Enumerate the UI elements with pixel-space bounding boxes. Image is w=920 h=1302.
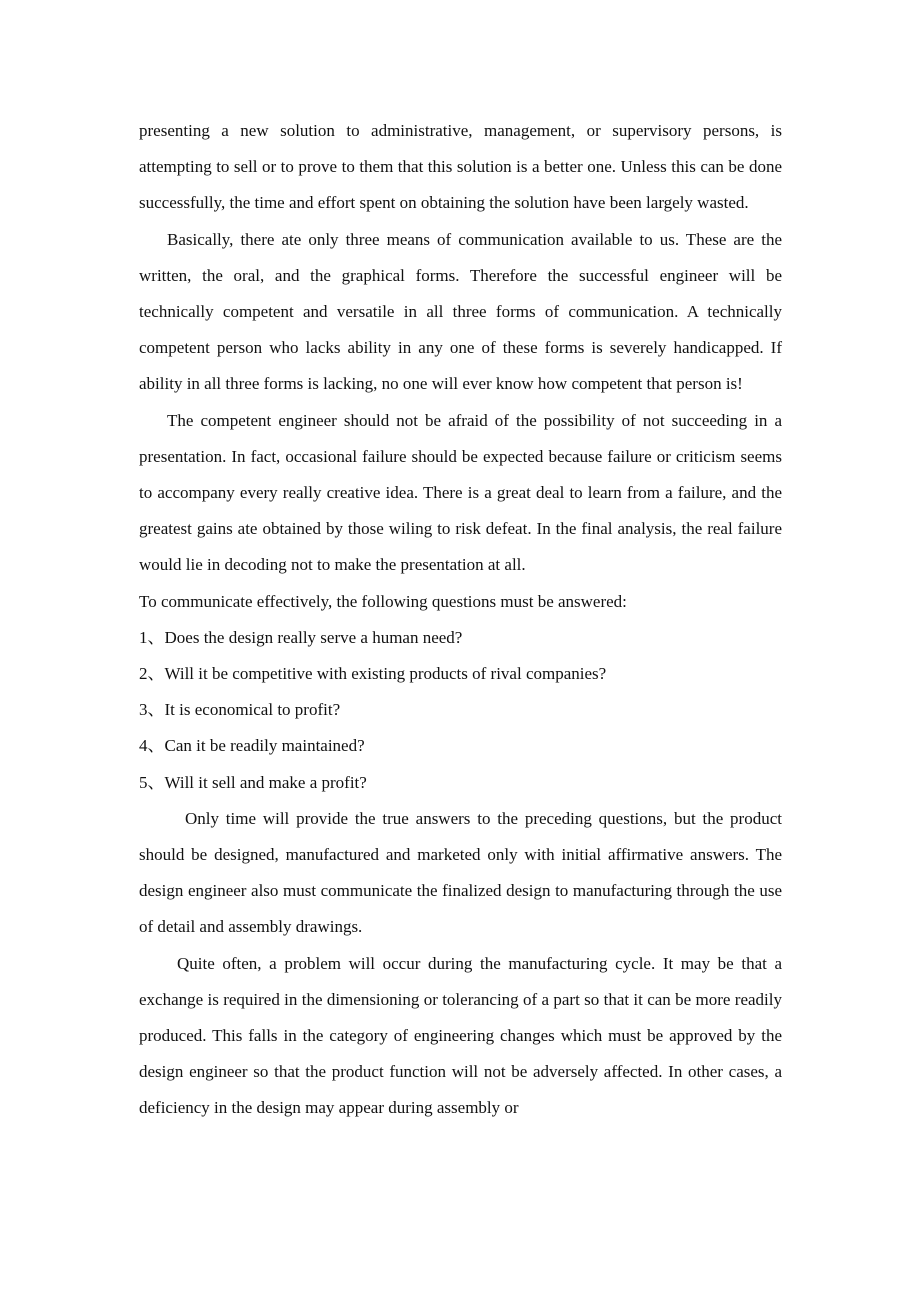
paragraph-presentation-failure: The competent engineer should not be afraid of the possibility of not succeeding in a presentation. In fact, occasional failure should be expected because failure or criticism seems to accompany every really creative idea. There is a great deal to learn from a failure, and the greatest gains ate obtained by those wiling to risk defeat. In the final analysis, the real failure would lie in decoding not to make the presentation at all. (139, 410, 782, 575)
paragraph-communication-means: Basically, there ate only three means of communication available to us. These are the written, the oral, and the graphical forms. Therefore the successful engineer will be technically competent and versatile in all three forms of communication. A technically competent person who lacks ability in any one of these forms is severely handicapped. If ability in all three forms is lacking, no one will ever know how competent that person is! (139, 229, 782, 394)
list-item: 4、Can it be readily maintained? (139, 736, 365, 756)
document-page (139, 113, 782, 1127)
questions-intro: To communicate effectively, the following questions must be answered: (139, 591, 627, 611)
paragraph-continuation: presenting a new solution to administrative, management, or supervisory persons, is attempting to sell or to prove to them that this solution is a better one. Unless this can be done successfully, the time and effort spent on obtaining the solution have been largely wasted. (139, 121, 782, 213)
list-item: 5、Will it sell and make a profit? (139, 772, 367, 792)
list-item: 2、Will it be competitive with existing products of rival companies? (139, 664, 607, 684)
list-item: 3、It is economical to profit? (139, 700, 341, 720)
list-item: 1、Does the design really serve a human need? (139, 627, 463, 647)
paragraph-manufacturing-problems: Quite often, a problem will occur during the manufacturing cycle. It may be that a exchange is required in the dimensioning or tolerancing of a part so that it can be more readily produced. This falls in the category of engineering changes which must be approved by the design engineer so that the product function will not be adversely affected. In other cases, a deficiency in the design may appear during assembly or (139, 953, 782, 1118)
paragraph-true-answers: Only time will provide the true answers to the preceding questions, but the product should be designed, manufactured and marketed only with initial affirmative answers. The design engineer also must communicate the finalized design to manufacturing through the use of detail and assembly drawings. (139, 808, 782, 937)
questions-list (139, 620, 782, 801)
